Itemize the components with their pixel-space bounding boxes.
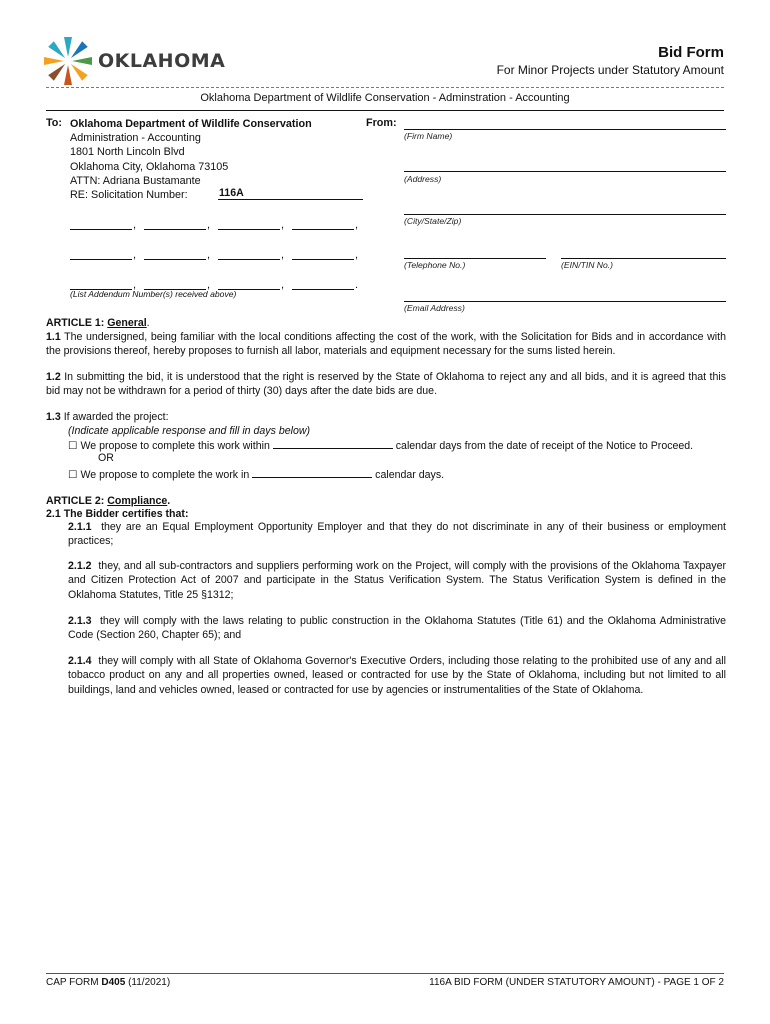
email-field[interactable]	[404, 301, 726, 302]
to-line: RE: Solicitation Number:	[70, 189, 188, 202]
days-within-field[interactable]	[273, 438, 393, 449]
solicitation-number-field[interactable]: 116A	[218, 187, 363, 200]
address-label: (Address)	[404, 174, 442, 184]
firm-name-label: (Firm Name)	[404, 131, 453, 141]
item-2-1-2: 2.1.2 they, and all sub-contractors and suppliers performing work on the Project, will comply with the provisions of the Oklahoma Taxpayer and Citizen Protection Act of 2007 and participate in the Status Verification System. The Status Verification System is defined in the Oklahoma Statutes, Title 25 §1312;	[68, 560, 726, 601]
form-subtitle: For Minor Projects under Statutory Amount	[496, 63, 724, 77]
addendum-field[interactable]	[144, 217, 206, 230]
paragraph-1-2: 1.2 In submitting the bid, it is understood that the right is reserved by the State of Oklahoma to reject any and all bids, and it is agreed that this bid may not be withdrawn for a period of thirty (30) days after the date bids are due.	[46, 371, 726, 398]
to-line: Oklahoma Department of Wildlife Conservation	[70, 118, 312, 130]
to-label: To:	[46, 117, 62, 129]
footer-form-code: CAP FORM D405 (11/2021)	[46, 977, 171, 988]
to-line: Administration - Accounting	[70, 132, 201, 145]
city-state-zip-label: (City/State/Zip)	[404, 216, 462, 226]
or-label: OR	[98, 452, 114, 464]
addendum-field[interactable]	[70, 217, 132, 230]
addendum-field[interactable]	[144, 247, 206, 260]
to-line: Oklahoma City, Oklahoma 73105	[70, 160, 229, 173]
item-2-1-3: 2.1.3 they will comply with the laws relating to public construction in the Oklahoma Statutes (Title 61) and the Oklahoma Administrative Code (Section 260, Chapter 65); and	[68, 615, 727, 642]
paragraph-1-1: 1.1 The undersigned, being familiar with the local conditions affecting the cost of the work, with the Solicitation for Bids and in accordance with the provisions thereof, hereby proposes to furnish all labor, materials and equipment necessary for the sums listed herein.	[46, 331, 726, 358]
form-title: Bid Form	[658, 44, 724, 61]
addendum-field[interactable]	[292, 277, 354, 290]
footer-page-info: 116A BID FORM (UNDER STATUTORY AMOUNT) - PAGE 1 OF 2	[429, 977, 724, 988]
oklahoma-logo	[42, 34, 226, 88]
to-line: ATTN: Adriana Bustamante	[70, 174, 201, 187]
ein-field[interactable]	[561, 258, 726, 259]
address-field[interactable]	[404, 171, 726, 172]
article1-heading: ARTICLE 1: General.	[46, 317, 150, 329]
ein-label: (EIN/TIN No.)	[561, 260, 614, 270]
department-line: Oklahoma Department of Wildlife Conservation - Adminstration - Accounting	[200, 92, 570, 104]
paragraph-1-3: 1.3 If awarded the project:	[46, 411, 169, 423]
firm-name-field[interactable]	[404, 129, 726, 130]
department-divider	[46, 110, 724, 111]
star-burst-icon	[42, 34, 94, 88]
option-work-within[interactable]: ☐ We propose to complete this work within calendar days from the date of receipt of the Notice to Proceed.	[68, 440, 694, 452]
section-2-1: 2.1 The Bidder certifies that:	[46, 508, 189, 520]
logo-text: OKLAHOMA	[98, 50, 226, 72]
to-line: 1801 North Lincoln Blvd	[70, 146, 185, 159]
article2-heading: ARTICLE 2: Compliance.	[46, 495, 171, 507]
telephone-label: (Telephone No.)	[404, 260, 466, 270]
days-in-field[interactable]	[252, 467, 372, 478]
email-label: (Email Address)	[404, 303, 465, 313]
item-2-1-1: 2.1.1 they are an Equal Employment Opportunity Employer and that they do not discriminate in any of their business or employment practices;	[68, 521, 726, 548]
response-note: (Indicate applicable response and fill in days below)	[68, 425, 311, 437]
addendum-field[interactable]	[70, 247, 132, 260]
addendum-field[interactable]	[292, 247, 354, 260]
item-2-1-4: 2.1.4 they will comply with all State of Oklahoma Governor's Executive Orders, including those relating to the prohibited use of any and all tobacco product on any and all properties owned, leased or contracted for use by the State of Oklahoma, including but not limited to all buildings, land and vehicles owned, leased or contracted for use by agencies or instrumentalities of the State of Oklahoma.	[68, 655, 726, 696]
telephone-field[interactable]	[404, 258, 546, 259]
addendum-field[interactable]	[292, 217, 354, 230]
footer-divider	[46, 973, 724, 974]
from-label: From:	[366, 117, 397, 129]
addendum-label: (List Addendum Number(s) received above)	[70, 289, 237, 299]
header-divider	[46, 87, 724, 88]
addendum-field[interactable]	[218, 247, 280, 260]
city-state-zip-field[interactable]	[404, 214, 726, 215]
addendum-field[interactable]	[218, 217, 280, 230]
option-work-in[interactable]: ☐ We propose to complete the work in calendar days.	[68, 469, 445, 481]
